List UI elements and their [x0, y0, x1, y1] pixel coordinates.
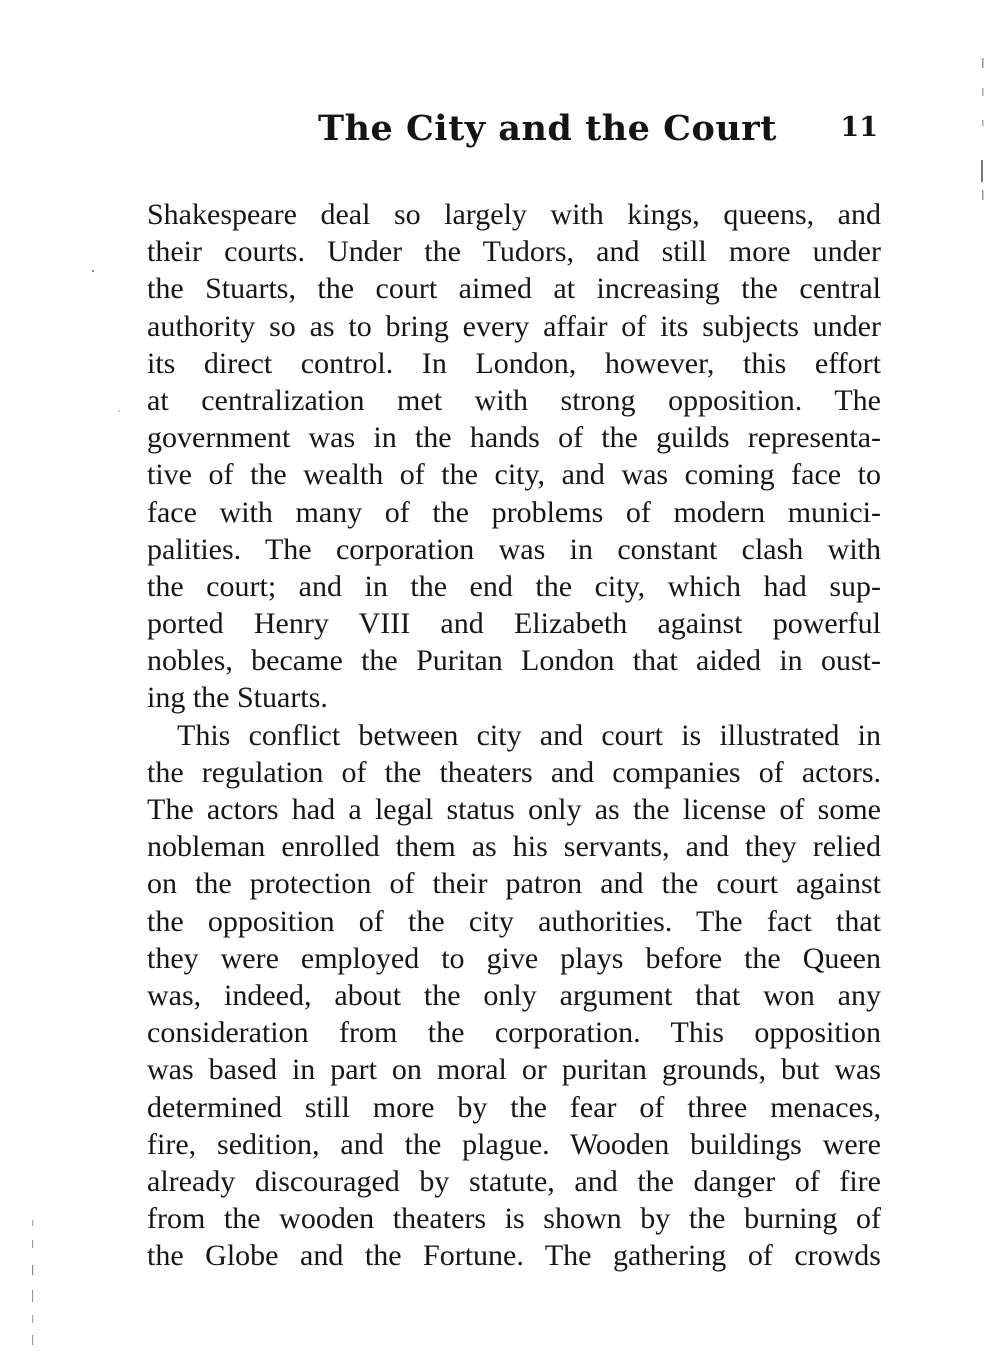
text-line: the regulation of the theaters and companies of actors.: [147, 755, 881, 789]
text-line: authority so as to bring every affair of its subjects under: [147, 309, 881, 343]
paragraph-2: [147, 717, 881, 1275]
text-line: the opposition of the city authorities. The fact that: [147, 904, 881, 938]
text-line: their courts. Under the Tudors, and still more under: [147, 235, 881, 269]
text-line: was, indeed, about the only argument that won any: [147, 978, 881, 1012]
scan-specks-right: [968, 40, 988, 260]
text-line: the court; and in the end the city, which had sup-: [147, 569, 881, 603]
text-line: tive of the wealth of the city, and was coming face to: [147, 458, 881, 492]
text-line: the Globe and the Fortune. The gathering of crowds: [147, 1239, 881, 1273]
text-line: face with many of the problems of modern munici-: [147, 495, 881, 529]
text-line: on the protection of their patron and the court against: [147, 867, 881, 901]
text-line: consideration from the corporation. This opposition: [147, 1016, 881, 1050]
text-line: its direct control. In London, however, this effort: [147, 346, 881, 380]
text-line: was based in part on moral or puritan grounds, but was: [147, 1053, 881, 1087]
text-line: The actors had a legal status only as the license of some: [147, 793, 881, 826]
text-line: Shakespeare deal so largely with kings, queens, and: [147, 198, 881, 231]
running-title: The City and the Court: [318, 108, 777, 149]
text-line: already discouraged by statute, and the danger of fire: [147, 1164, 881, 1198]
page-number: 11: [840, 112, 878, 143]
text-line: ing the Stuarts.: [147, 681, 328, 715]
text-line: government was in the hands of the guilds representa-: [147, 421, 881, 455]
text-line: nobles, became the Puritan London that aided in oust-: [147, 644, 881, 678]
body-text: [147, 196, 881, 1274]
paragraph-1: [147, 196, 881, 717]
text-line: the Stuarts, the court aimed at increasing the central: [147, 272, 881, 306]
text-line: determined still more by the fear of three menaces,: [147, 1090, 881, 1124]
text-line: at centralization met with strong opposition. The: [147, 383, 881, 417]
text-line: This conflict between city and court is illustrated in: [177, 718, 881, 752]
scan-specks-left: [28, 1210, 38, 1360]
text-line: nobleman enrolled them as his servants, and they relied: [147, 830, 881, 864]
text-line: fire, sedition, and the plague. Wooden buildings were: [147, 1127, 881, 1161]
scan-speck-margin: [90, 268, 96, 274]
text-line: they were employed to give plays before the Queen: [147, 941, 881, 975]
scan-speck-margin-2: [116, 408, 122, 414]
running-head: [318, 108, 878, 158]
text-line: palities. The corporation was in constant clash with: [147, 532, 881, 566]
text-line: ported Henry VIII and Elizabeth against powerful: [147, 607, 881, 641]
text-line: from the wooden theaters is shown by the burning of: [147, 1202, 881, 1236]
